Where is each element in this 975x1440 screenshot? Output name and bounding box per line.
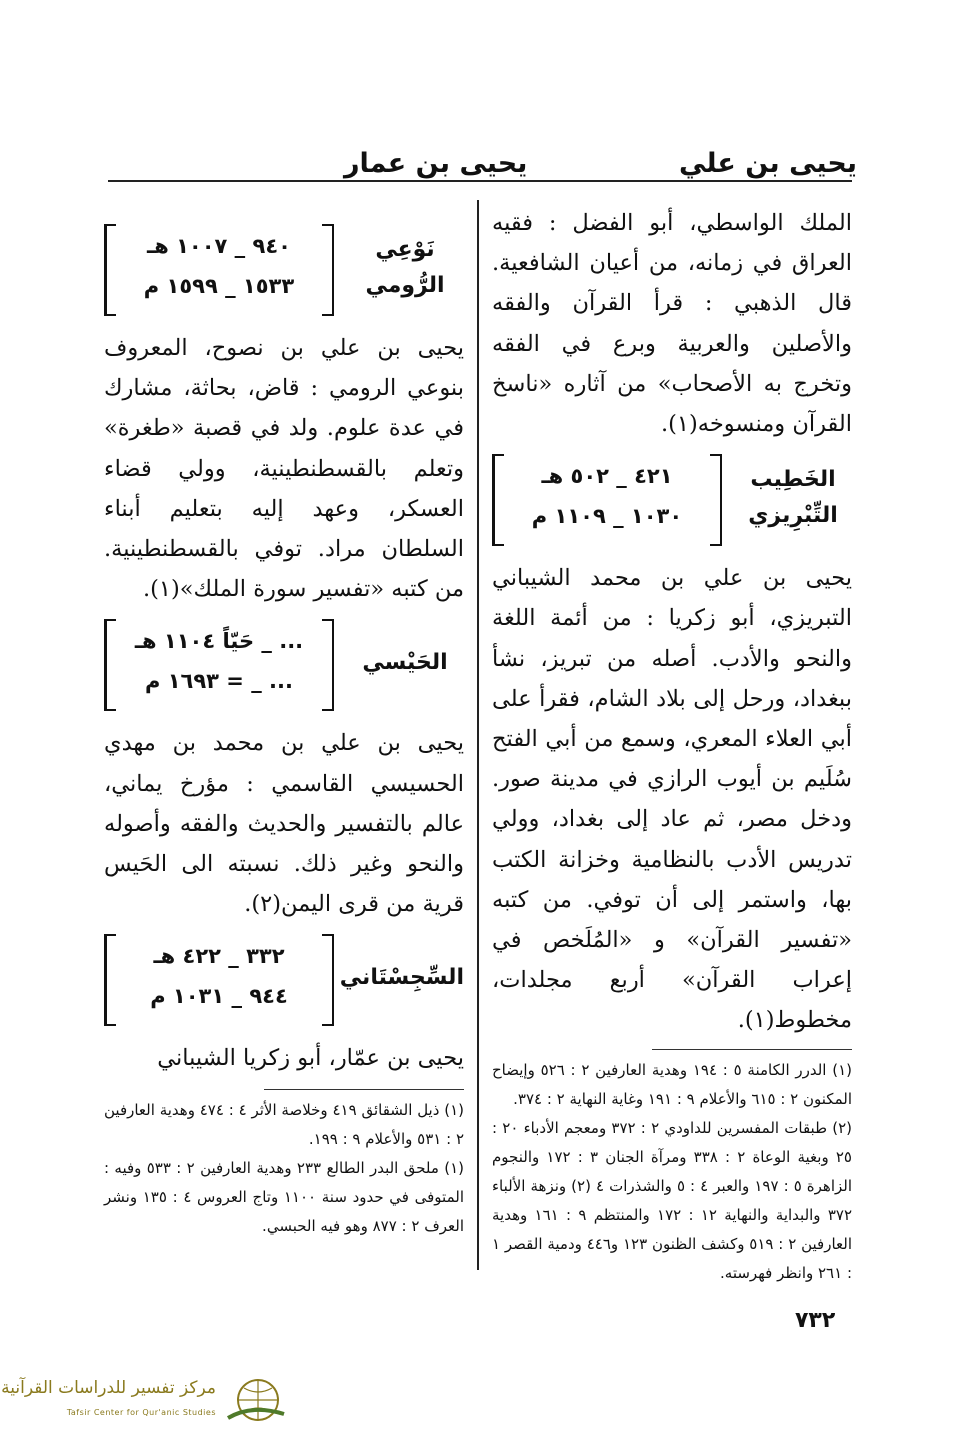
- paragraph-haysi: يحيى بن علي بن محمد بن مهدي الحسيسي القاسمي : مؤرخ يماني، عالم بالتفسير والحديث والفقه وأصوله والنحو وغير ذلك. نسبته الى الحَيس قرية من قرى اليمن(٢).: [104, 730, 464, 918]
- footnote-1: (١) ذيل الشقائق ٤١٩ وخلاصة الأثر ٤ : ٤٧٤ وهدية العارفين ٢ : ٥٣١ والأعلام ٩ : ١٩٩.: [104, 1101, 464, 1149]
- entry-dates-bracket: [104, 224, 334, 316]
- date-hijri: ٣٣٢ _ ٤٢٢ هـ: [153, 944, 285, 969]
- column-divider: [477, 200, 479, 1270]
- running-head-right: يحيى بن علي: [679, 148, 857, 179]
- entry-name: نَوْعِي الرُّومي: [365, 237, 445, 298]
- entry-nawi-rumi: [104, 224, 464, 316]
- date-gregorian: ٩٤٤ _ ١٠٣١ م: [150, 984, 288, 1009]
- header-rule: [108, 180, 852, 182]
- entry-dates-bracket: [104, 934, 334, 1026]
- footnote-2: (١) ملحق البدر الطالع ٢٣٣ وهدية العارفين ٢ : ٥٣٣ وفيه : المتوفى في حدود سنة ١١٠٠ وتاج العروس ٤ : ١٣٥ ونشر العرف ٢ : ٨٧٧ وهو فيه الحبسي.: [104, 1159, 464, 1236]
- globe-emblem-icon: [222, 1374, 288, 1430]
- logo-english-text: Tafsir Center for Qur'anic Studies: [66, 1408, 216, 1417]
- entry-name: الخَطِيب التِّبْرِيزي: [748, 467, 838, 529]
- date-gregorian: ... _ = ١٦٩٣ م: [145, 669, 293, 694]
- date-gregorian: ١٠٣٠ _ ١١٠٩ م: [531, 504, 683, 529]
- entry-dates-bracket: [104, 619, 334, 711]
- running-head-left: يحيى بن عمار: [344, 148, 528, 179]
- paragraph-tabrizi: يحيى بن علي بن محمد الشيباني التبريزي، أبو زكريا : من أئمة اللغة والنحو والأدب. أصله من تبريز، نشأ ببغداد، ورحل إلى بلاد الشام، فقرأ على أبي العلاء المعري، وسمع من أبي الفتح سُلَيم بن أيوب الرازي في مدينة صور. ودخل مصر، ثم عاد إلى بغداد، وولي تدريس الأدب بالنظامية وخزانة الكتب بها، واستمر إلى أن توفي. من كتبه «تفسير القرآن» و «المُلَخص في إعراب القرآن» أربع مجلدات، مخطوط(١).: [492, 565, 852, 1034]
- left-column: [104, 212, 464, 1241]
- date-hijri: ٤٢١ _ ٥٠٢ هـ: [541, 464, 673, 489]
- paragraph-nawi: يحيى بن علي بن نصوح، المعروف بنوعي الرومي : قاض، بحاثة، مشارك في عدة علوم. ولد في قصبة «طغرة» وتعلم بالقسطنطينية، وولي قضاء العسكر، وعهد إليه بتعليم أبناء السلطان مراد. توفي بالقسطنطينية. من كتبه «تفسير سورة الملك»(١).: [104, 335, 464, 603]
- paragraph-sijistani: يحيى بن عمّار، أبو زكريا الشيباني: [157, 1045, 464, 1072]
- footnote-1: (١) الدرر الكامنة ٥ : ١٩٤ وهدية العارفين ٢ : ٥٢٦ وإيضاح المكنون ٢ : ٦١٥ والأعلام ٩ : ١٩١ وغاية النهاية ٢ : ٣٧٤.: [492, 1061, 852, 1109]
- paragraph-intro: الملك الواسطي، أبو الفضل : فقيه العراق في زمانه، من أعيان الشافعية. قال الذهبي : قرأ القرآن والفقه والأصلين والعربية وبرع في الفقه وتخرج به الأصحاب» من آثاره «ناسخ القرآن ومنسوخه(١).: [492, 210, 852, 438]
- tafsir-center-logo: [1, 1374, 288, 1430]
- date-gregorian: ١٥٣٣ _ ١٥٩٩ م: [143, 274, 295, 298]
- footnote-rule: [264, 1089, 464, 1091]
- page-number: ٧٣٢: [795, 1308, 836, 1333]
- footnote-2: (٢) طبقات المفسرين للداودي ٢ : ٣٧٢ ومعجم الأدباء ٢٠ : ٢٥ وبغية الوعاة ٢ : ٣٣٨ ومرآة الجنان ٣ : ١٧٢ والنجوم الزاهرة ٥ : ١٩٧ والعبر ٤ : ٥ والشذرات ٤ (٢) ونزهة الألباء ٣٧٢ والبداية والنهاية ١٢ : ١٧٢ والمنتظم ٩ : ١٦١ وهدية العارفين ٢ : ٥١٩ وكشف الظنون ١٢٣ و٤٤٦ ودمية القصر ١ : ٢٦١ وانظر فهرسته.: [492, 1119, 853, 1283]
- entry-name: السِّجِسْتَاني: [339, 965, 464, 991]
- right-column: [492, 203, 852, 1288]
- date-hijri: ٩٤٠ _ ١٠٠٧ هـ: [147, 234, 291, 258]
- entry-name: الحَيْسي: [362, 650, 448, 676]
- logo-arabic-text: مركز تفسير للدراسات القرآنية: [1, 1378, 216, 1398]
- entry-haysi: [104, 619, 464, 711]
- date-hijri: ... _ حَيّاً ١١٠٤ هـ: [134, 629, 304, 654]
- entry-sijistani: [104, 934, 464, 1026]
- entry-dates-bracket: [492, 454, 722, 546]
- entry-khatib-tabrizi: [492, 454, 852, 546]
- footnote-rule: [652, 1049, 852, 1051]
